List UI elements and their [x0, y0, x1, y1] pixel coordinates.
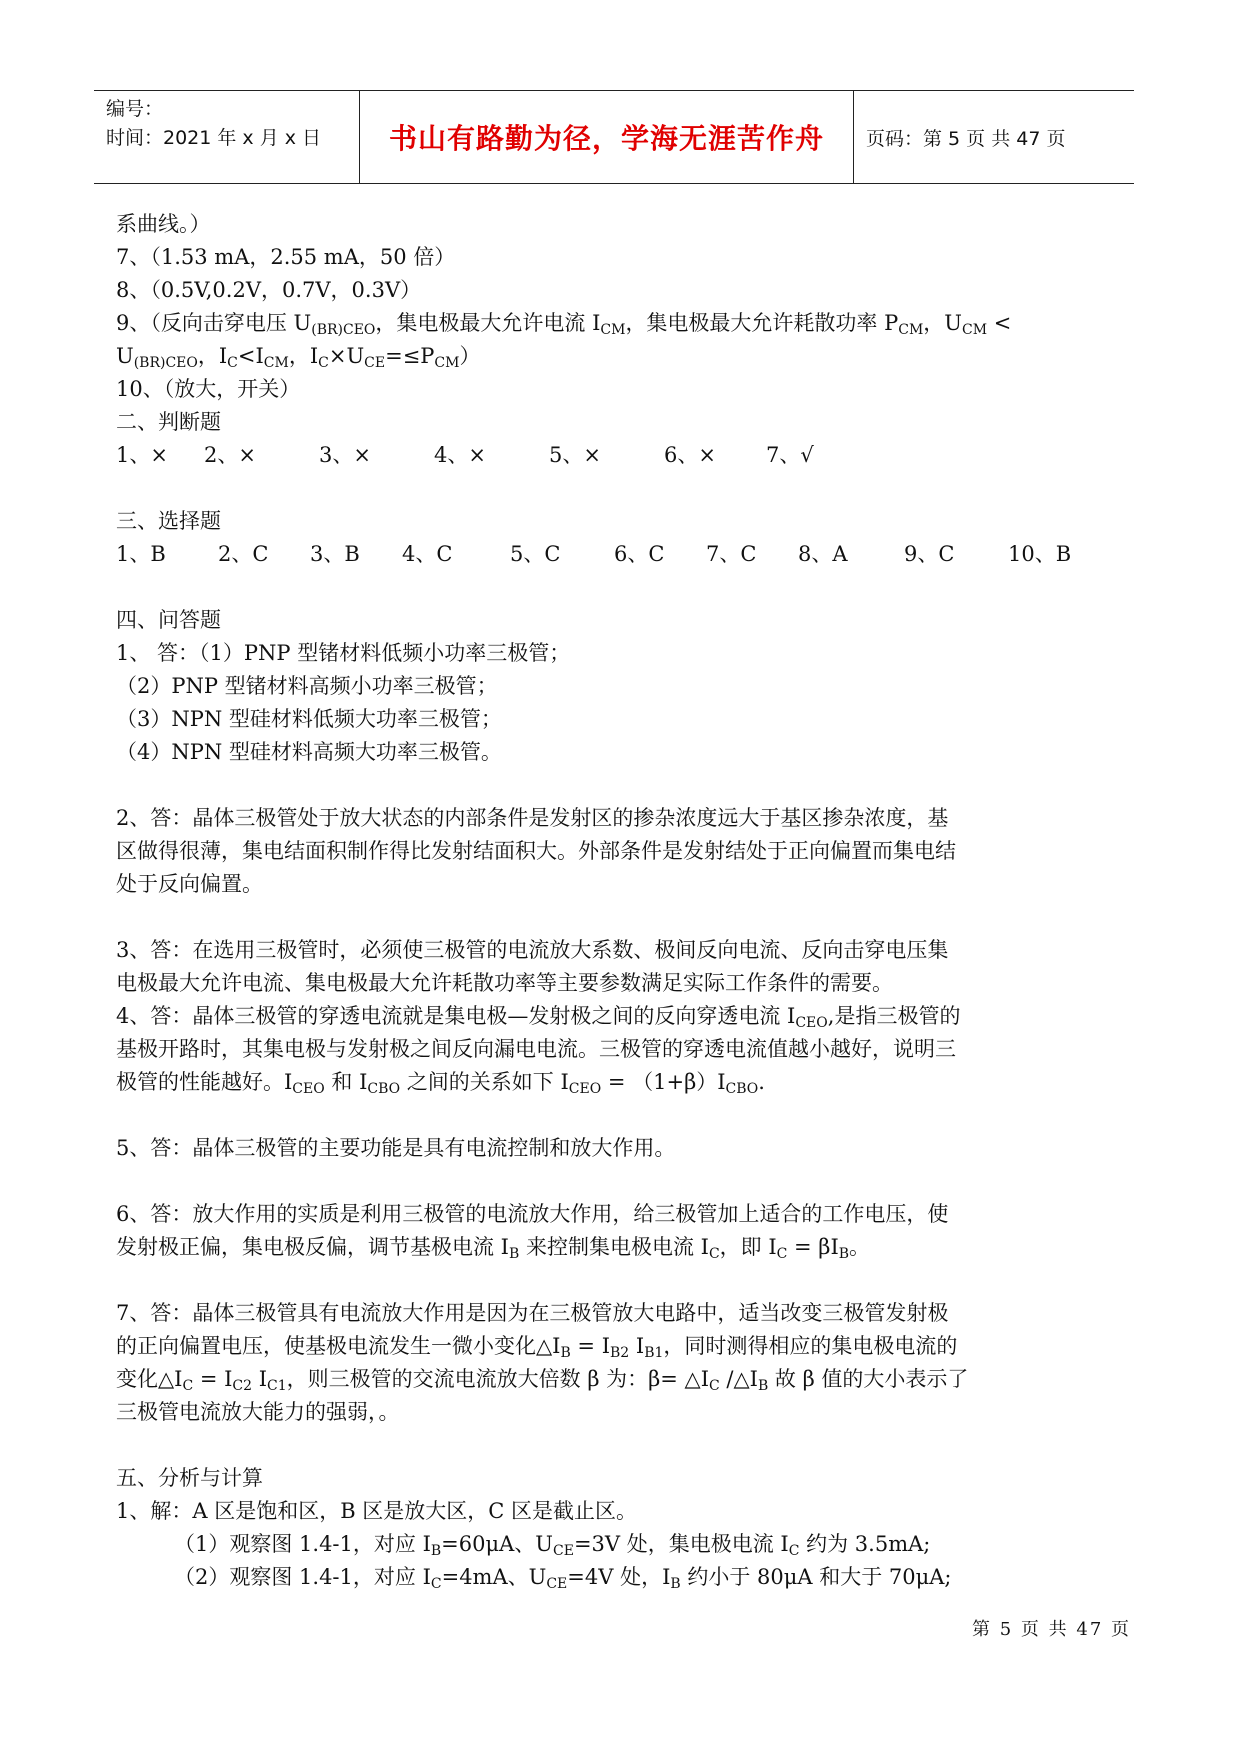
- text-line: （2）观察图 1.4-1，对应 $I_C=4mA$、$U_{CE}=4V$ 处，$I_B$ 约小于 80μA 和大于 70μA;: [174, 1565, 952, 1592]
- spacer: [116, 472, 1126, 505]
- text-line: 1、 答：（1）PNP 型锗材料低频小功率三极管；: [116, 641, 571, 665]
- text-line: （2）PNP 型锗材料高频小功率三极管；: [116, 674, 498, 698]
- answer-item: 9、C: [904, 542, 955, 566]
- text-line: （4）NPN 型硅材料高频大功率三极管。: [116, 740, 502, 764]
- header-page-info: 页码：第 5 页 共 47 页: [866, 127, 1066, 150]
- text-line: 10、（放大，开关）: [116, 377, 301, 401]
- answer-item: 7、√: [766, 443, 814, 467]
- answer-item: 3、B: [310, 542, 360, 566]
- spacer: [116, 1165, 1126, 1198]
- text-line: 2、答：晶体三极管处于放大状态的内部条件是发射区的掺杂浓度远大于基区掺杂浓度，基: [116, 806, 949, 830]
- text-line: 区做得很薄，集电结面积制作得比发射结面积大。外部条件是发射结处于正向偏置而集电结: [116, 839, 956, 863]
- header-meta: [94, 91, 360, 183]
- answer-item: 5、×: [549, 443, 601, 467]
- answer-item: 4、×: [434, 443, 486, 467]
- text-line: 7、（1.53 mA，2.55 mA，50 倍）: [116, 245, 456, 269]
- spacer: [116, 1099, 1126, 1132]
- answer-item: 5、C: [510, 542, 561, 566]
- header-motto: 书山有路勤为径，学海无涯苦作舟: [388, 122, 824, 155]
- text-line: 4、答：晶体三极管的穿透电流就是集电极—发射极之间的反向穿透电流 $I_{CEO}$,是指三极管的: [116, 1004, 961, 1031]
- text-line: 6、答：放大作用的实质是利用三极管的电流放大作用，给三极管加上适合的工作电压，使: [116, 1202, 949, 1226]
- answer-item: 2、C: [218, 542, 269, 566]
- section-heading: 三、选择题: [116, 509, 221, 533]
- text-line: 7、答：晶体三极管具有电流放大作用是因为在三极管放大电路中，适当改变三极管发射极: [116, 1301, 949, 1325]
- answer-item: 7、C: [706, 542, 757, 566]
- text-line: 变化$\triangle I_C = I_{C2}$ $I_{C1}$，则三极管的交流电流放大倍数 β 为：$\beta= \triangle I_C$ $/\triangle I_B$ 故 β 值的大小表示了: [116, 1367, 969, 1394]
- text-line: 8、（0.5V,0.2V，0.7V，0.3V）: [116, 278, 422, 302]
- answer-item: 2、×: [204, 443, 256, 467]
- spacer: [116, 769, 1126, 802]
- judge-answers: [116, 439, 1126, 472]
- document-body: [116, 208, 1126, 1594]
- text-line: 电极最大允许电流、集电极最大允许耗散功率等主要参数满足实际工作条件的需要。: [116, 971, 893, 995]
- text-line: 的正向偏置电压，使基极电流发生一微小变化$\triangle I_B = I_{B2}$ $I_{B1}$，同时测得相应的集电极电流的: [116, 1334, 958, 1361]
- text-line: 处于反向偏置。: [116, 872, 263, 896]
- answer-item: 10、B: [1008, 542, 1072, 566]
- text-line: 3、答：在选用三极管时，必须使三极管的电流放大系数、极间反向电流、反向击穿电压集: [116, 938, 949, 962]
- text-line: 基极开路时，其集电极与发射极之间反向漏电电流。三极管的穿透电流值越小越好，说明三: [116, 1037, 956, 1061]
- answer-item: 3、×: [319, 443, 371, 467]
- date-label: 时间：2021 年 x 月 x 日: [106, 127, 322, 149]
- text-line: 系曲线。）: [116, 212, 211, 236]
- answer-item: 4、C: [402, 542, 453, 566]
- page-footer: 第 5 页 共 47 页: [972, 1619, 1131, 1640]
- text-line: （1）观察图 1.4-1，对应 $I_B=60\mu A$、$U_{CE}=3V$ 处，集电极电流 $I_C$ 约为 3.5mA;: [174, 1532, 931, 1559]
- spacer: [116, 1429, 1126, 1462]
- page-header: [94, 90, 1134, 184]
- text-line: 9、（反向击穿电压 $U_{(BR)CEO}$，集电极最大允许电流 $I_{CM}$，集电极最大允许耗散功率 $P_{CM}$，$U_{CM}$ <: [116, 311, 1012, 338]
- header-motto-cell: [360, 91, 854, 183]
- text-line: 极管的性能越好。$I_{CEO}$ 和 $I_{CBO}$ 之间的关系如下 $I_{CEO} = (1+\beta)I_{CBO}$.: [116, 1070, 765, 1097]
- text-line: 1、解：A 区是饱和区，B 区是放大区，C 区是截止区。: [116, 1499, 638, 1523]
- answer-item: 6、C: [614, 542, 665, 566]
- answer-item: 6、×: [664, 443, 716, 467]
- answer-item: 1、B: [116, 542, 166, 566]
- answer-item: 1、×: [116, 443, 168, 467]
- text-line: （3）NPN 型硅材料低频大功率三极管；: [116, 707, 502, 731]
- section-heading: 四、问答题: [116, 608, 221, 632]
- text-line: 5、答：晶体三极管的主要功能是具有电流控制和放大作用。: [116, 1136, 676, 1160]
- section-heading: 二、判断题: [116, 410, 221, 434]
- spacer: [116, 571, 1126, 604]
- text-line: 三极管电流放大能力的强弱，。: [116, 1400, 400, 1424]
- spacer: [116, 1264, 1126, 1297]
- text-line: $U_{(BR)CEO}$，$I_C<I_{CM}$，$I_C\times U_{CE}=\le P_{CM}$）: [116, 344, 481, 371]
- text-line: 发射极正偏，集电极反偏，调节基极电流 $I_B$ 来控制集电极电流 $I_C$，即 $I_C = \beta I_B$。: [116, 1235, 871, 1262]
- answer-item: 8、A: [798, 542, 848, 566]
- spacer: [116, 901, 1126, 934]
- choice-answers: [116, 538, 1126, 571]
- number-label: 编号：: [106, 98, 164, 120]
- section-heading: 五、分析与计算: [116, 1466, 263, 1490]
